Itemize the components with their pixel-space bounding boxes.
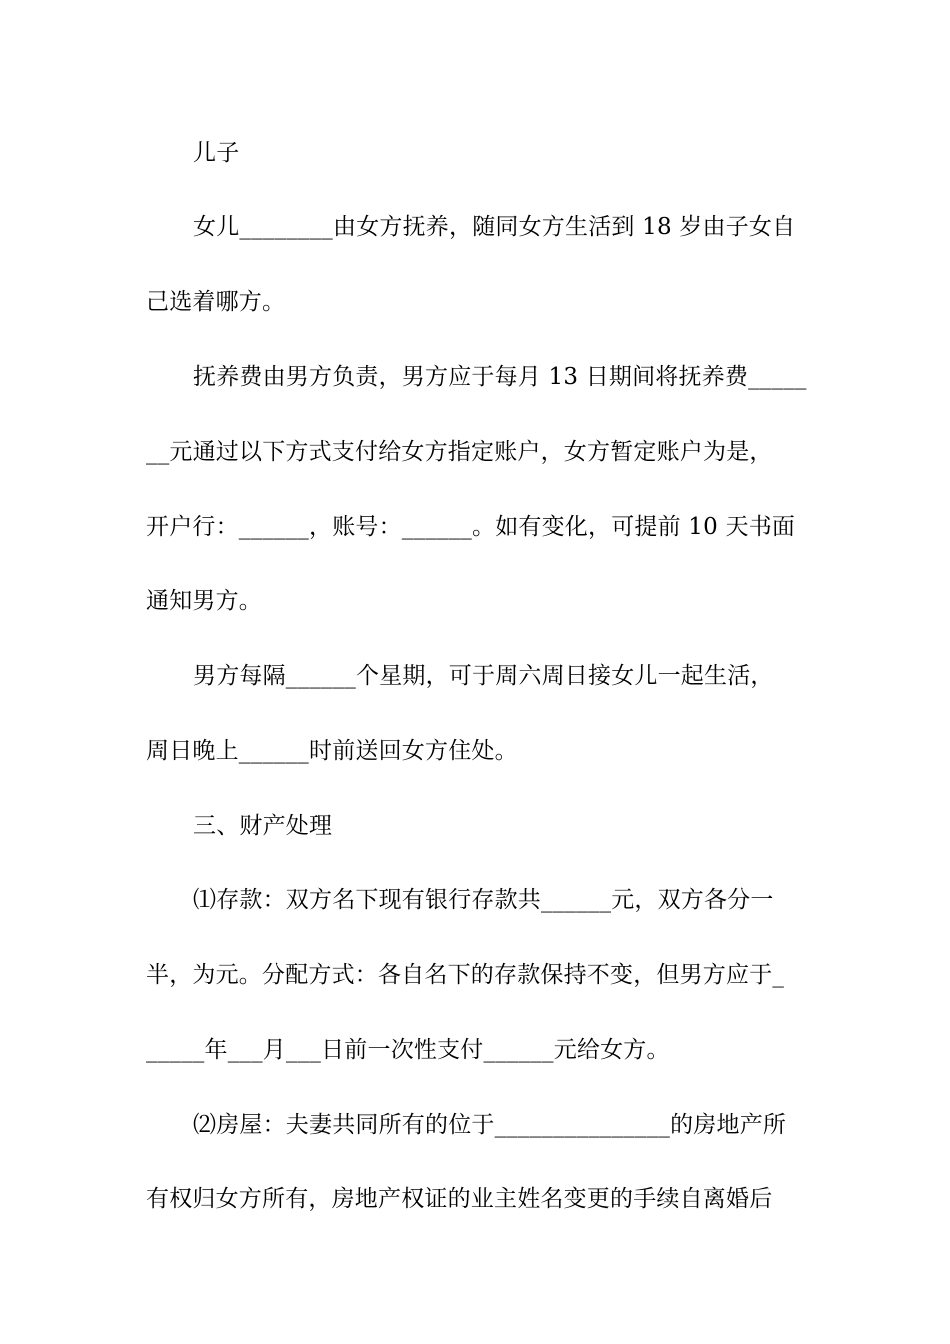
- text-line-8: 男方每隔______个星期，可于周六周日接女儿一起生活，: [193, 663, 774, 689]
- text-line-15: 有权归女方所有，房地产权证的业主姓名变更的手续自离婚后: [146, 1186, 773, 1212]
- text-line-11: ⑴存款：双方名下现有银行存款共______元，双方各分一: [193, 887, 774, 913]
- text-line-3: 己选着哪方。: [146, 289, 286, 315]
- text-line-9: 周日晚上______时前送回女方住处。: [146, 738, 518, 764]
- text-line-14: ⑵房屋：夫妻共同所有的位于_______________的房地产所: [193, 1112, 787, 1138]
- text-line-13: _____年___月___日前一次性支付______元给女方。: [146, 1037, 670, 1063]
- text-line-6: 开户行：______，账号：______。如有变化，可提前 10 天书面: [146, 514, 796, 540]
- section-heading: 三、财产处理: [193, 813, 333, 839]
- text-line-2: 女儿________由女方抚养，随同女方生活到 18 岁由子女自: [193, 214, 796, 240]
- text-line-1: 儿子: [193, 140, 240, 166]
- text-line-5: __元通过以下方式支付给女方指定账户，女方暂定账户为是，: [146, 439, 773, 465]
- text-line-12: 半，为元。分配方式：各自名下的存款保持不变，但男方应于_: [146, 962, 785, 988]
- text-line-4: 抚养费由男方负责，男方应于每月 13 日期间将抚养费_____: [193, 364, 807, 390]
- text-line-7: 通知男方。: [146, 588, 262, 614]
